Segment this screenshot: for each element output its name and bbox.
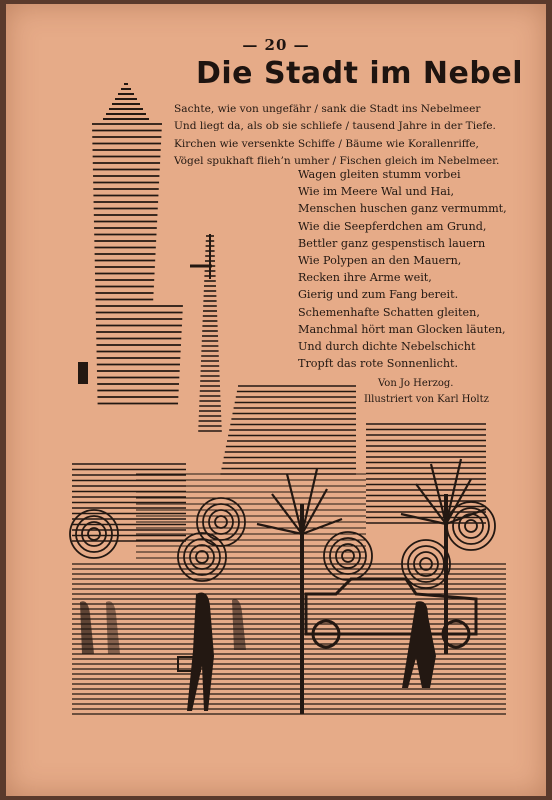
street-lamp-halo (324, 532, 372, 580)
street-lamp-halo (190, 545, 214, 569)
street-lamp-halo (82, 522, 106, 546)
poem-line: Recken ihre Arme weit, (298, 271, 432, 285)
illustrator-credit: Illustriert von Karl Holtz (364, 394, 489, 405)
poem-long-lines (174, 101, 514, 171)
poem-line: Und liegt da, als ob sie schliefe / tausend Jahre in der Tiefe. (174, 120, 496, 133)
automobile (306, 579, 476, 634)
left-tree-branch (302, 489, 327, 534)
tower-dome (103, 84, 149, 119)
tower-window (78, 362, 88, 384)
poem-line: Vögel spukhaft flieh’n umher / Fischen gleich im Nebelmeer. (174, 155, 500, 168)
poem-line: Wagen gleiten stumm vorbei (298, 168, 461, 181)
poem-line: Wie im Meere Wal und Hai, (298, 185, 455, 199)
magazine-page (6, 4, 546, 796)
right-tree-branch (446, 459, 461, 524)
poem-line: Und durch dichte Nebelschicht (298, 340, 476, 354)
street-lamp-halo (196, 551, 208, 563)
poem-line: Bettler ganz gespenstisch lauern (298, 236, 486, 250)
poem-line: Kirchen wie versenkte Schiffe / Bäume wie Korallenriffe, (174, 137, 479, 150)
author-credit: Von Jo Herzog. (378, 378, 454, 389)
poem-line: Manchmal hört man Glocken läuten, (298, 322, 506, 336)
page-number: — 20 — (242, 36, 310, 54)
poem-line: Sachte, wie von ungefähr / sank die Stadt ins Nebelmeer (174, 103, 481, 115)
poem-title: Die Stadt im Nebel (196, 56, 523, 91)
building-roofs (220, 386, 356, 474)
street-lamp-halo (70, 510, 118, 558)
poem-stanza (298, 166, 518, 372)
poem-line: Wie die Seepferdchen am Grund, (298, 219, 487, 233)
tower-body (92, 124, 183, 404)
left-tree-branch (302, 469, 317, 534)
street-lamp-halo (465, 520, 477, 532)
poem-line: Menschen huschen ganz vermummt, (298, 202, 507, 216)
pedestrian-with-bag (187, 593, 214, 712)
poem-line: Schemenhafte Schatten gleiten, (298, 305, 480, 319)
poem-line: Wie Polypen an den Mauern, (298, 254, 462, 268)
street-hatching (72, 564, 506, 714)
poem-line: Gierig und zum Fang bereit. (298, 288, 459, 302)
poem-line: Tropft das rote Sonnenlicht. (298, 357, 459, 371)
